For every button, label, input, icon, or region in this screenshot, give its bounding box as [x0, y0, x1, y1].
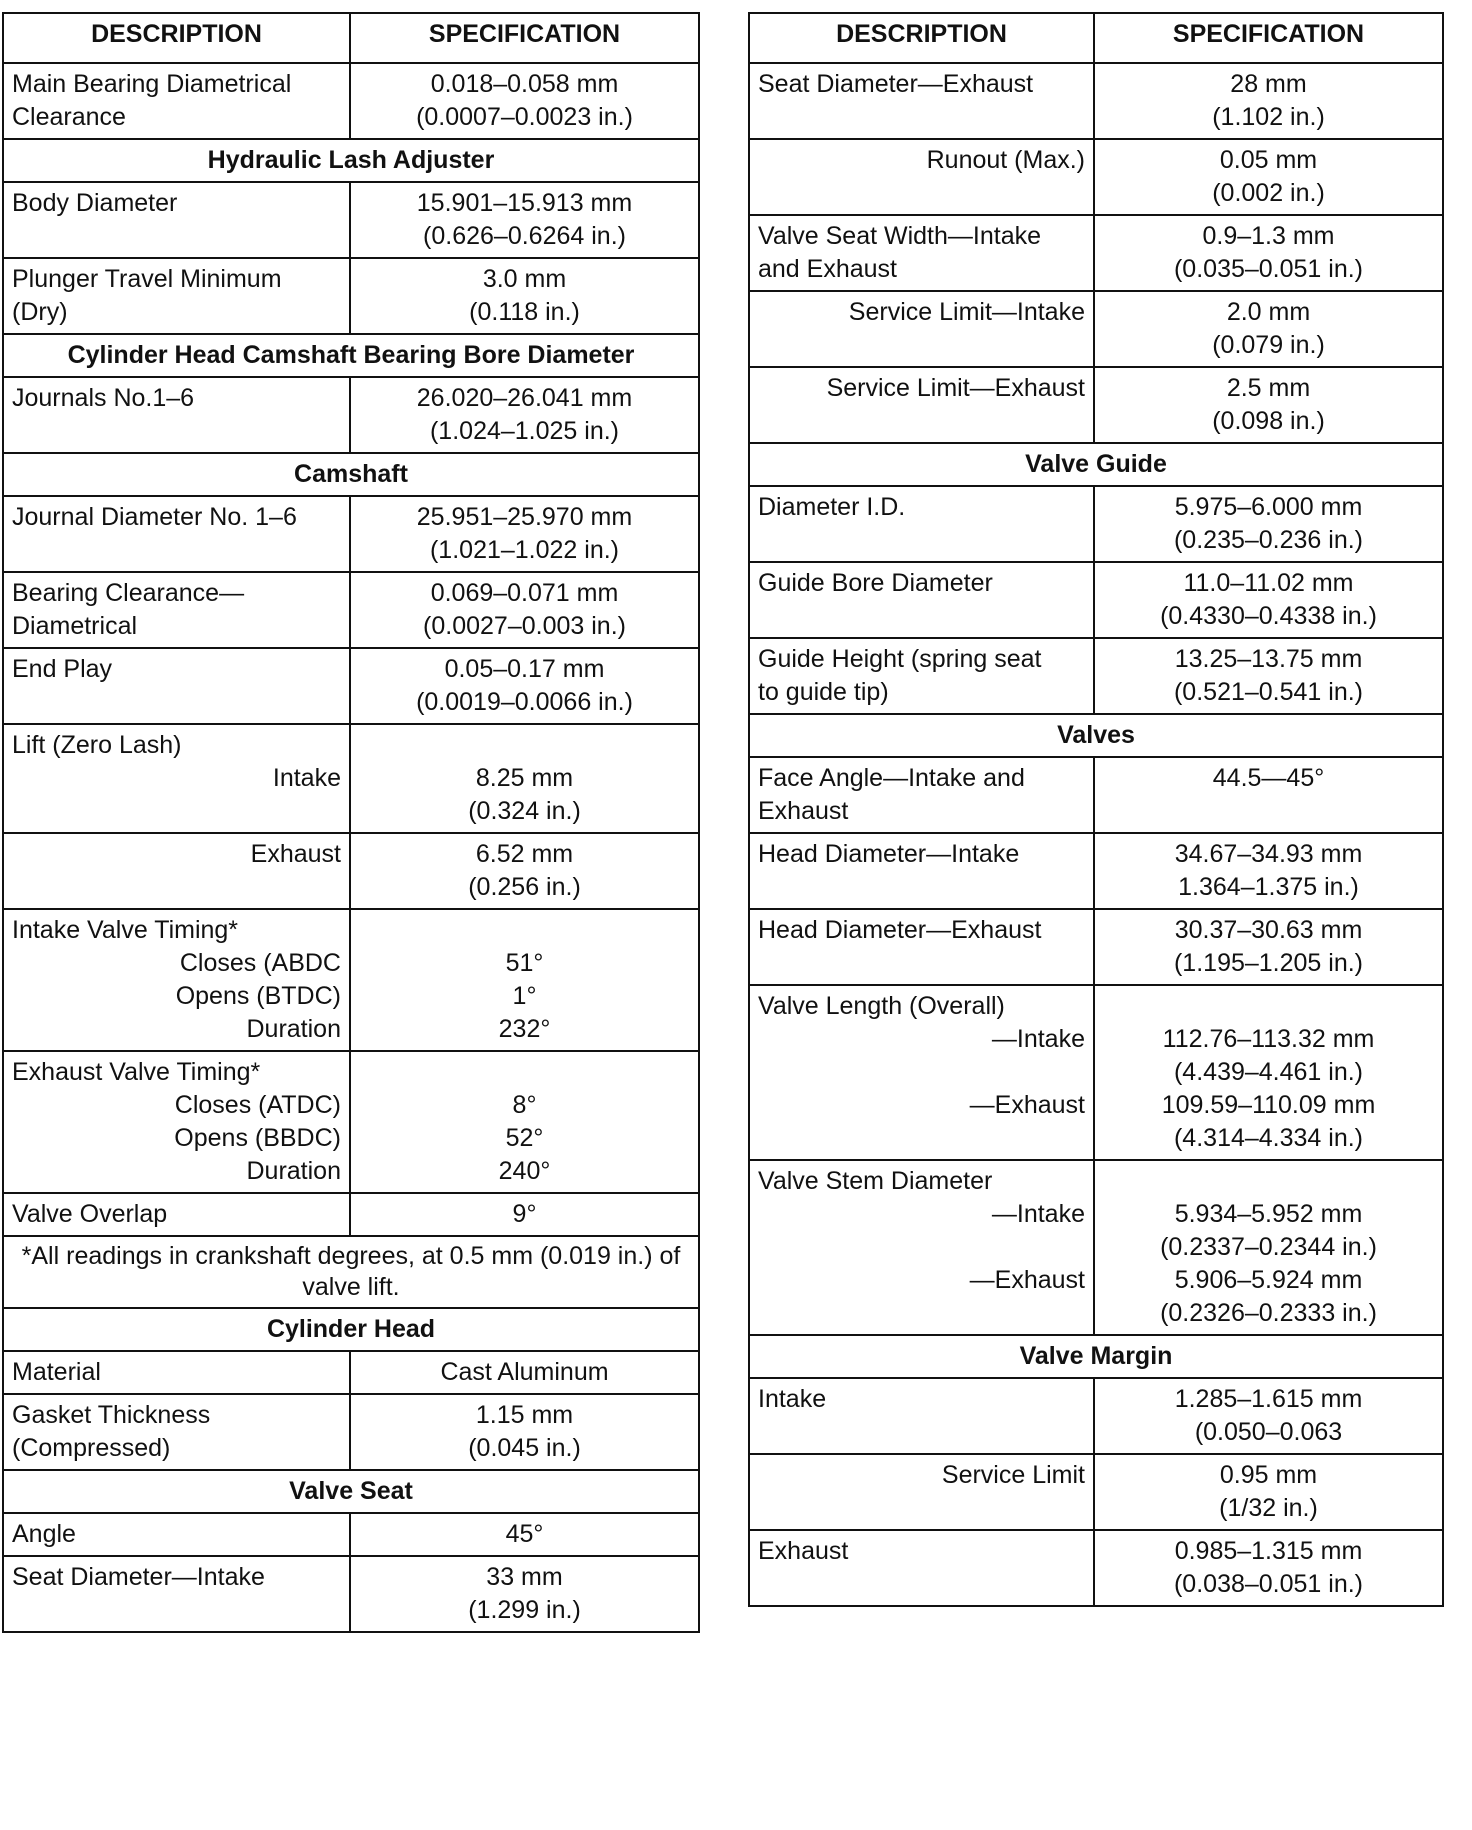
- table-row: [3, 496, 699, 572]
- spec-line: 0.05 mm: [1219, 146, 1318, 174]
- spacer: [758, 1122, 1085, 1155]
- specification-cell: [1094, 139, 1443, 215]
- table-row: [749, 1530, 1443, 1606]
- spec-line: 112.76–113.32 mm: [1162, 1025, 1375, 1053]
- specification-cell: [1094, 757, 1443, 833]
- description-cell: [3, 1513, 350, 1556]
- table-header-row: [3, 13, 699, 63]
- spec-line: 0.9–1.3 mm: [1202, 222, 1335, 250]
- table-row: [749, 909, 1443, 985]
- specification-cell: [350, 909, 699, 1051]
- specification-cell: [1094, 985, 1443, 1160]
- table-row: [3, 833, 699, 909]
- description-line: Plunger Travel Minimum: [12, 265, 282, 293]
- description-line: Material: [12, 1358, 101, 1386]
- spec-line: (0.2337–0.2344 in.): [1160, 1233, 1377, 1261]
- spacer: [12, 871, 341, 904]
- spec-line: (0.118 in.): [469, 298, 580, 326]
- section-row: [749, 714, 1443, 757]
- spec-spacer: [1103, 990, 1434, 1023]
- section-title: Valve Guide: [749, 443, 1443, 486]
- description-cell: [3, 63, 350, 139]
- sub-label: Opens (BTDC): [175, 982, 341, 1010]
- spec-line: 240°: [498, 1157, 551, 1185]
- footnote: *All readings in crankshaft degrees, at 0.5 mm (0.019 in.) of valve lift.: [3, 1236, 699, 1308]
- spec-line: 5.975–6.000 mm: [1174, 493, 1363, 521]
- spec-line: 0.018–0.058 mm: [430, 70, 619, 98]
- description-cell: [749, 367, 1094, 443]
- specification-cell: [1094, 562, 1443, 638]
- spec-line: (0.098 in.): [1212, 407, 1325, 435]
- section-row: [3, 334, 699, 377]
- spec-line: (0.235–0.236 in.): [1173, 526, 1364, 554]
- table-row: [3, 1051, 699, 1193]
- spec-line: 1.364–1.375 in.): [1178, 873, 1359, 901]
- description-line: Intake Valve Timing*: [12, 916, 239, 944]
- description-cell: [749, 1454, 1094, 1530]
- specification-cell: [1094, 1454, 1443, 1530]
- spec-line: (1.195–1.205 in.): [1173, 949, 1364, 977]
- spec-line: 8°: [512, 1091, 537, 1119]
- spec-line: 28 mm: [1230, 70, 1307, 98]
- description-line: Face Angle—Intake and: [758, 764, 1025, 792]
- section-row: [3, 453, 699, 496]
- spec-line: 6.52 mm: [475, 840, 574, 868]
- specification-header: SPECIFICATION: [350, 13, 699, 63]
- spec-line: 44.5—45°: [1212, 764, 1325, 792]
- description-line: Clearance: [12, 103, 126, 131]
- spec-line: (0.079 in.): [1212, 331, 1325, 359]
- description-line: (Dry): [12, 298, 68, 326]
- section-title: Camshaft: [3, 453, 699, 496]
- description-line: Exhaust: [758, 1537, 849, 1565]
- spec-line: 1.15 mm: [475, 1401, 574, 1429]
- description-cell: [3, 1394, 350, 1470]
- spec-line: (0.256 in.): [468, 873, 581, 901]
- spec-line: (1/32 in.): [1219, 1494, 1318, 1522]
- table-row: [749, 562, 1443, 638]
- table-row: [3, 182, 699, 258]
- spec-line: 232°: [498, 1015, 551, 1043]
- specification-cell: [350, 1513, 699, 1556]
- description-line: Bearing Clearance—: [12, 579, 245, 607]
- specification-cell: [1094, 486, 1443, 562]
- spec-spacer: [359, 729, 690, 762]
- description-cell: [749, 638, 1094, 714]
- sub-label: —Exhaust: [969, 1091, 1085, 1119]
- description-cell: [749, 909, 1094, 985]
- description-line: Valve Length (Overall): [758, 992, 1005, 1020]
- section-row: [3, 1470, 699, 1513]
- description-cell: [749, 1160, 1094, 1335]
- description-line: Diameter I.D.: [758, 493, 906, 521]
- specification-cell: [350, 1394, 699, 1470]
- description-cell: [3, 1051, 350, 1193]
- spec-line: 0.05–0.17 mm: [444, 655, 605, 683]
- sub-label: —Exhaust: [969, 1266, 1085, 1294]
- description-cell: [749, 1530, 1094, 1606]
- description-cell: [749, 215, 1094, 291]
- spec-line: (0.0007–0.0023 in.): [416, 103, 633, 131]
- specification-cell: [350, 1351, 699, 1394]
- spec-line: 30.37–30.63 mm: [1174, 916, 1363, 944]
- specification-cell: [350, 377, 699, 453]
- description-cell: [3, 833, 350, 909]
- description-line: (Compressed): [12, 1434, 171, 1462]
- table-row: [749, 757, 1443, 833]
- description-cell: [749, 291, 1094, 367]
- table-row: [749, 215, 1443, 291]
- description-line: Runout (Max.): [926, 146, 1085, 174]
- spacer: [758, 1231, 1085, 1264]
- table-header-row: [749, 13, 1443, 63]
- specification-cell: [1094, 367, 1443, 443]
- description-cell: [3, 377, 350, 453]
- sub-label: —Intake: [991, 1200, 1085, 1228]
- section-title: Valve Margin: [749, 1335, 1443, 1378]
- description-cell: [3, 909, 350, 1051]
- description-cell: [3, 496, 350, 572]
- specification-cell: [1094, 638, 1443, 714]
- spec-line: 0.95 mm: [1219, 1461, 1318, 1489]
- table-row: [3, 1394, 699, 1470]
- spec-line: 109.59–110.09 mm: [1161, 1091, 1376, 1119]
- spec-spacer: [1103, 1165, 1434, 1198]
- description-header: DESCRIPTION: [749, 13, 1094, 63]
- sub-label: —Intake: [991, 1025, 1085, 1053]
- spec-line: (1.021–1.022 in.): [429, 536, 620, 564]
- description-line: Valve Overlap: [12, 1200, 168, 1228]
- specification-cell: [350, 572, 699, 648]
- description-cell: [3, 258, 350, 334]
- left-spec-table: [2, 12, 700, 1633]
- spacer: [758, 1056, 1085, 1089]
- specification-cell: [350, 1051, 699, 1193]
- spec-line: 9°: [512, 1200, 537, 1228]
- table-row: [3, 258, 699, 334]
- specification-cell: [350, 258, 699, 334]
- spec-line: 1.285–1.615 mm: [1174, 1385, 1363, 1413]
- table-row: [749, 833, 1443, 909]
- description-line: Head Diameter—Intake: [758, 840, 1020, 868]
- table-row: [3, 1193, 699, 1236]
- spec-line: (0.626–0.6264 in.): [423, 222, 626, 250]
- spec-line: (0.0027–0.003 in.): [423, 612, 626, 640]
- specification-cell: [350, 63, 699, 139]
- table-row: [3, 63, 699, 139]
- description-cell: [749, 757, 1094, 833]
- section-row: [3, 139, 699, 182]
- section-title: Valve Seat: [3, 1470, 699, 1513]
- spec-line: 8.25 mm: [475, 764, 574, 792]
- spec-line: 2.5 mm: [1226, 374, 1311, 402]
- table-row: [3, 1351, 699, 1394]
- spec-line: 26.020–26.041 mm: [416, 384, 633, 412]
- description-cell: [749, 833, 1094, 909]
- table-row: [3, 648, 699, 724]
- spec-line: 3.0 mm: [482, 265, 567, 293]
- spec-line: (0.002 in.): [1212, 179, 1325, 207]
- description-cell: [749, 486, 1094, 562]
- section-title: Valves: [749, 714, 1443, 757]
- spec-line: 1°: [512, 982, 537, 1010]
- description-line: Guide Height (spring seat: [758, 645, 1042, 673]
- spec-line: 0.069–0.071 mm: [430, 579, 619, 607]
- description-cell: [749, 63, 1094, 139]
- specification-cell: [1094, 1160, 1443, 1335]
- table-row: [749, 1160, 1443, 1335]
- specification-cell: [350, 724, 699, 833]
- spec-line: (0.2326–0.2333 in.): [1160, 1299, 1377, 1327]
- specification-header: SPECIFICATION: [1094, 13, 1443, 63]
- specification-cell: [350, 648, 699, 724]
- specification-cell: [350, 1556, 699, 1632]
- spec-line: 13.25–13.75 mm: [1174, 645, 1363, 673]
- spec-line: (0.035–0.051 in.): [1173, 255, 1364, 283]
- spec-line: 11.0–11.02 mm: [1183, 569, 1354, 597]
- description-line: Gasket Thickness: [12, 1401, 211, 1429]
- table-row: [749, 291, 1443, 367]
- spec-line: (1.102 in.): [1212, 103, 1325, 131]
- specification-cell: [350, 496, 699, 572]
- description-cell: [3, 1556, 350, 1632]
- spec-line: (0.0019–0.0066 in.): [416, 688, 633, 716]
- description-line: Diametrical: [12, 612, 138, 640]
- table-row: [3, 377, 699, 453]
- section-row: [749, 443, 1443, 486]
- spec-line: 5.906–5.924 mm: [1174, 1266, 1363, 1294]
- spec-spacer: [359, 914, 690, 947]
- specification-cell: [1094, 291, 1443, 367]
- description-line: Guide Bore Diameter: [758, 569, 993, 597]
- description-line: End Play: [12, 655, 113, 683]
- spec-line: 52°: [505, 1124, 544, 1152]
- spec-line: Cast Aluminum: [440, 1358, 609, 1386]
- table-row: [749, 63, 1443, 139]
- description-cell: [3, 1193, 350, 1236]
- description-cell: [3, 572, 350, 648]
- description-cell: [3, 1351, 350, 1394]
- description-header: DESCRIPTION: [3, 13, 350, 63]
- table-row: [749, 985, 1443, 1160]
- table-row: [749, 486, 1443, 562]
- specification-cell: [1094, 1530, 1443, 1606]
- table-row: [3, 724, 699, 833]
- description-cell: [3, 648, 350, 724]
- specification-cell: [1094, 1378, 1443, 1454]
- table-row: [749, 139, 1443, 215]
- table-row: [749, 638, 1443, 714]
- spec-line: 25.951–25.970 mm: [416, 503, 633, 531]
- sub-label: Closes (ATDC): [174, 1091, 341, 1119]
- description-line: Valve Stem Diameter: [758, 1167, 993, 1195]
- description-line: Angle: [12, 1520, 76, 1548]
- spec-line: (0.045 in.): [468, 1434, 581, 1462]
- footnote-row: [3, 1236, 699, 1308]
- section-title: Hydraulic Lash Adjuster: [3, 139, 699, 182]
- description-line: Valve Seat Width—Intake: [758, 222, 1042, 250]
- spec-line: 2.0 mm: [1226, 298, 1311, 326]
- sub-label: Exhaust: [250, 840, 341, 868]
- section-title: Cylinder Head Camshaft Bearing Bore Diameter: [3, 334, 699, 377]
- spec-line: 0.985–1.315 mm: [1174, 1537, 1363, 1565]
- spacer: [12, 795, 341, 828]
- table-row: [3, 1513, 699, 1556]
- description-line: Service Limit: [941, 1461, 1085, 1489]
- section-title: Cylinder Head: [3, 1308, 699, 1351]
- spec-line: (0.038–0.051 in.): [1173, 1570, 1364, 1598]
- description-line: Intake: [758, 1385, 827, 1413]
- spec-line: 33 mm: [486, 1563, 563, 1591]
- spec-line: (0.324 in.): [468, 797, 581, 825]
- spec-line: 34.67–34.93 mm: [1174, 840, 1363, 868]
- spec-line: (4.314–4.334 in.): [1173, 1124, 1364, 1152]
- description-cell: [3, 182, 350, 258]
- description-line: Body Diameter: [12, 189, 178, 217]
- description-cell: [749, 985, 1094, 1160]
- spec-spacer: [359, 1056, 690, 1089]
- description-line: Exhaust: [758, 797, 849, 825]
- sub-label: Intake: [272, 764, 341, 792]
- spec-line: 51°: [505, 949, 544, 977]
- spec-line: 45°: [505, 1520, 544, 1548]
- description-line: Service Limit—Exhaust: [826, 374, 1085, 402]
- sub-label: Opens (BBDC): [174, 1124, 341, 1152]
- description-line: Lift (Zero Lash): [12, 731, 182, 759]
- description-cell: [749, 139, 1094, 215]
- description-line: Head Diameter—Exhaust: [758, 916, 1042, 944]
- right-spec-table: [748, 12, 1444, 1607]
- description-line: to guide tip): [758, 678, 889, 706]
- description-line: Journal Diameter No. 1–6: [12, 503, 297, 531]
- table-row: [3, 1556, 699, 1632]
- description-line: Exhaust Valve Timing*: [12, 1058, 261, 1086]
- sub-label: Duration: [246, 1157, 341, 1185]
- sub-label: Closes (ABDC: [179, 949, 341, 977]
- description-line: Journals No.1–6: [12, 384, 195, 412]
- spec-line: (4.439–4.461 in.): [1173, 1058, 1364, 1086]
- specification-cell: [350, 1193, 699, 1236]
- spec-line: 15.901–15.913 mm: [416, 189, 633, 217]
- description-line: Service Limit—Intake: [848, 298, 1085, 326]
- spec-line: (0.050–0.063: [1194, 1418, 1343, 1446]
- table-row: [3, 909, 699, 1051]
- spec-line: (1.024–1.025 in.): [429, 417, 620, 445]
- description-cell: [749, 562, 1094, 638]
- description-line: and Exhaust: [758, 255, 897, 283]
- specification-cell: [1094, 833, 1443, 909]
- description-line: Seat Diameter—Intake: [12, 1563, 265, 1591]
- section-row: [749, 1335, 1443, 1378]
- specification-cell: [350, 833, 699, 909]
- description-line: Main Bearing Diametrical: [12, 70, 292, 98]
- spacer: [758, 1297, 1085, 1330]
- description-line: Seat Diameter—Exhaust: [758, 70, 1034, 98]
- specification-cell: [1094, 909, 1443, 985]
- table-row: [3, 572, 699, 648]
- spec-line: (1.299 in.): [468, 1596, 581, 1624]
- specification-cell: [1094, 215, 1443, 291]
- sub-label: Duration: [246, 1015, 341, 1043]
- table-row: [749, 367, 1443, 443]
- table-row: [749, 1454, 1443, 1530]
- section-row: [3, 1308, 699, 1351]
- spec-line: (0.4330–0.4338 in.): [1160, 602, 1377, 630]
- spec-line: 5.934–5.952 mm: [1174, 1200, 1363, 1228]
- specification-cell: [350, 182, 699, 258]
- spec-line: (0.521–0.541 in.): [1173, 678, 1364, 706]
- table-row: [749, 1378, 1443, 1454]
- description-cell: [3, 724, 350, 833]
- description-cell: [749, 1378, 1094, 1454]
- specification-cell: [1094, 63, 1443, 139]
